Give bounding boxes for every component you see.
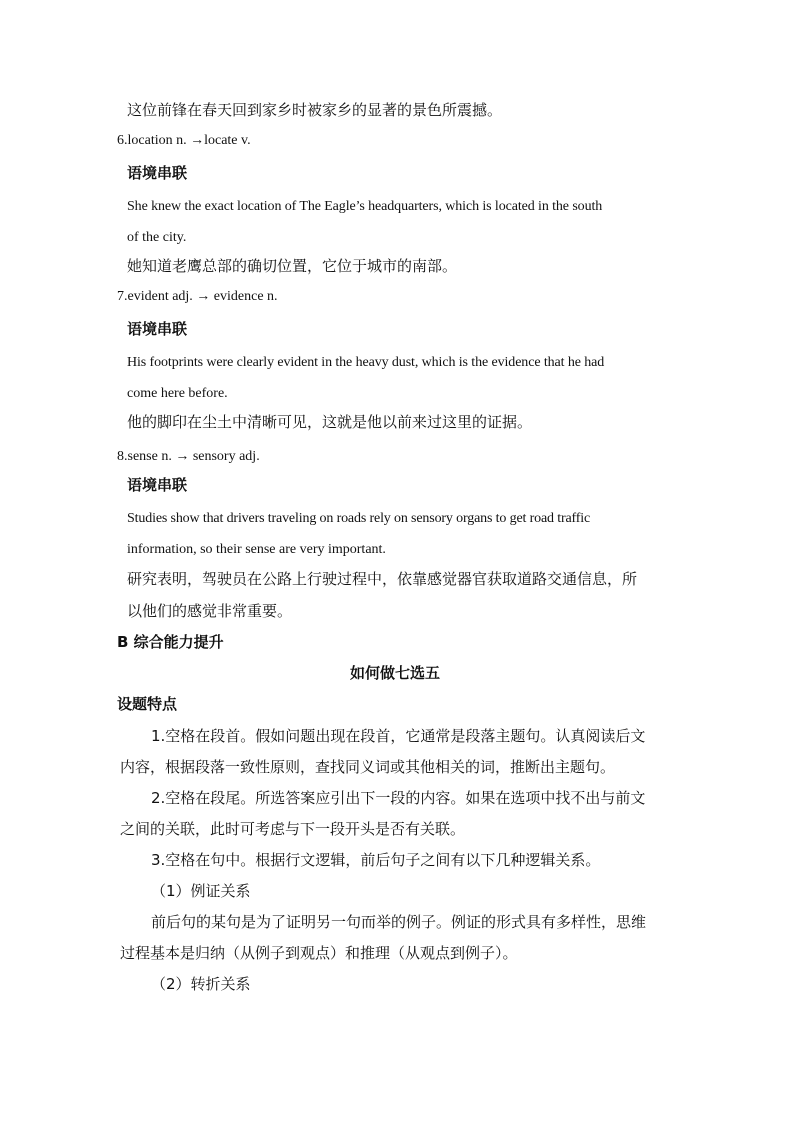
subsection-heading: 设题特点	[117, 695, 178, 713]
chinese-translation-line: 以他们的感觉非常重要。	[127, 602, 293, 620]
body-paragraph-line: 2.空格在段尾。所选答案应引出下一段的内容。如果在选项中找不出与前文	[151, 789, 646, 807]
list-item-heading: （2）转折关系	[151, 975, 251, 993]
example-sentence-line: of the city.	[127, 230, 187, 245]
vocabulary-entry: 7.evident adj. → evidence n.	[117, 289, 278, 304]
section-label: 语境串联	[127, 476, 188, 494]
body-paragraph-line: 1.空格在段首。假如问题出现在段首，它通常是段落主题句。认真阅读后文	[151, 727, 646, 745]
chinese-translation-line: 这位前锋在春天回到家乡时被家乡的显著的景色所震撼。	[127, 101, 503, 119]
section-label: 语境串联	[127, 320, 188, 338]
chinese-translation-line: 他的脚印在尘土中清晰可见，这就是他以前来过这里的证据。	[127, 413, 533, 431]
body-paragraph-line: 内容，根据段落一致性原则，查找同义词或其他相关的词，推断出主题句。	[120, 758, 616, 776]
vocabulary-entry: 6.location n. →locate v.	[117, 133, 251, 148]
chinese-translation-line: 研究表明，驾驶员在公路上行驶过程中，依靠感觉器官获取道路交通信息，所	[127, 570, 638, 588]
page-title: 如何做七选五	[350, 664, 441, 682]
section-heading: B 综合能力提升	[117, 633, 224, 651]
example-sentence-line: come here before.	[127, 386, 228, 401]
example-sentence-line: information, so their sense are very important.	[127, 542, 386, 557]
example-sentence-line: She knew the exact location of The Eagle’s headquarters, which is located in the south	[127, 199, 603, 214]
body-paragraph-line: 之间的关联，此时可考虑与下一段开头是否有关联。	[120, 820, 466, 838]
body-paragraph-line: 前后句的某句是为了证明另一句而举的例子。例证的形式具有多样性，思维	[151, 913, 647, 931]
section-label: 语境串联	[127, 164, 188, 182]
chinese-translation-line: 她知道老鹰总部的确切位置，它位于城市的南部。	[127, 257, 458, 275]
body-paragraph-line: 过程基本是归纳（从例子到观点）和推理（从观点到例子）。	[120, 944, 518, 962]
list-item-heading: （1）例证关系	[151, 882, 251, 900]
example-sentence-line: His footprints were clearly evident in the heavy dust, which is the evidence that he had	[127, 355, 605, 370]
example-sentence-line: Studies show that drivers traveling on roads rely on sensory organs to get road traffic	[127, 511, 591, 526]
body-paragraph-line: 3.空格在句中。根据行文逻辑，前后句子之间有以下几种逻辑关系。	[151, 851, 601, 869]
vocabulary-entry: 8.sense n. → sensory adj.	[117, 449, 260, 464]
